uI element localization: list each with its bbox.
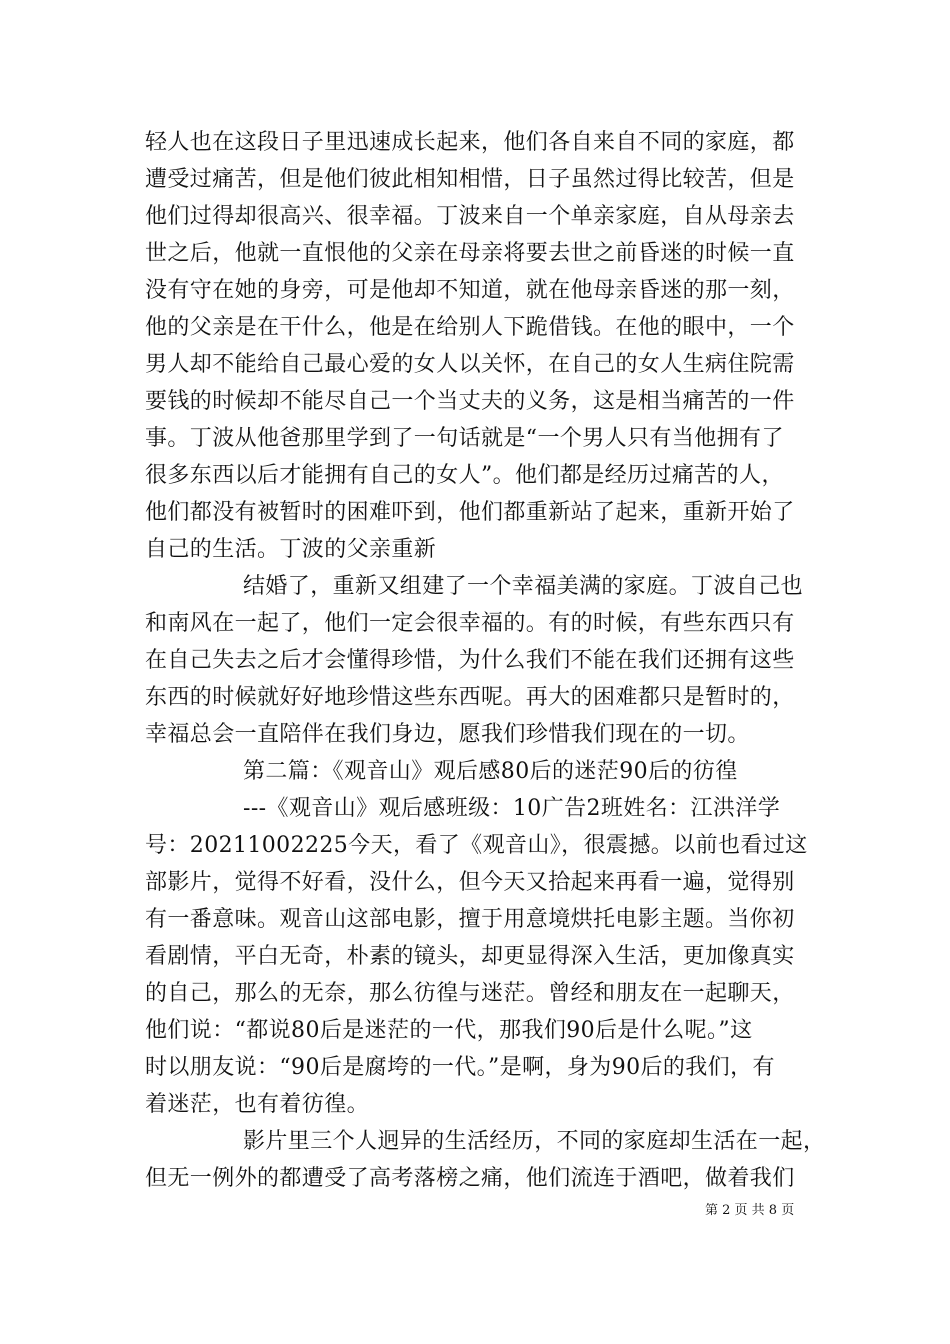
text-line: ---《观音山》观后感班级：10广告2班姓名：江洪洋学 — [243, 796, 781, 821]
text-line: 看剧情，平白无奇，朴素的镜头，却更显得深入生活，更加像真实 — [145, 944, 795, 969]
text-line: 的自己，那么的无奈，那么彷徨与迷茫。曾经和朋友在一起聊天， — [145, 981, 795, 1006]
text-line: 他的父亲是在干什么，他是在给别人下跪借钱。在他的眼中，一个 — [145, 315, 795, 340]
text-line: 要钱的时候却不能尽自己一个当丈夫的义务，这是相当痛苦的一件 — [145, 389, 795, 414]
text-line: 世之后，他就一直恨他的父亲在母亲将要去世之前昏迷的时候一直 — [145, 241, 795, 266]
text-line: 影片里三个人迥异的生活经历，不同的家庭却生活在一起， — [243, 1129, 826, 1154]
text-line: 着迷茫，也有着彷徨。 — [145, 1092, 370, 1117]
text-line: 自己的生活。丁波的父亲重新 — [145, 537, 437, 562]
text-line: 遭受过痛苦，但是他们彼此相知相惜，日子虽然过得比较苦，但是 — [145, 167, 795, 192]
text-line: 东西的时候就好好地珍惜这些东西呢。再大的困难都只是暂时的， — [145, 685, 795, 710]
text-line: 在自己失去之后才会懂得珍惜，为什么我们不能在我们还拥有这些 — [145, 648, 795, 673]
text-line: 但无一例外的都遭受了高考落榜之痛，他们流连于酒吧，做着我们 — [145, 1166, 795, 1191]
text-line: 没有守在她的身旁，可是他却不知道，就在他母亲昏迷的那一刻， — [145, 278, 795, 303]
text-line: 幸福总会一直陪伴在我们身边，愿我们珍惜我们现在的一切。 — [145, 722, 750, 747]
section-heading: 第二篇：《观音山》观后感80后的迷茫90后的彷徨 — [243, 759, 738, 784]
text-line: 和南风在一起了，他们一定会很幸福的。有的时候，有些东西只有 — [145, 611, 795, 636]
text-line: 号：20211002225今天，看了《观音山》，很震撼。以前也看过这 — [145, 833, 808, 858]
text-line: 有一番意味。观音山这部电影，擅于用意境烘托电影主题。当你初 — [145, 907, 795, 932]
text-line: 很多东西以后才能拥有自己的女人”。他们都是经历过痛苦的人， — [145, 463, 784, 488]
page-number-footer: 第 2 页 共 8 页 — [705, 1203, 795, 1218]
text-line: 他们说：“都说80后是迷茫的一代，那我们90后是什么呢。”这 — [145, 1018, 753, 1043]
text-line: 时以朋友说：“90后是腐垮的一代。”是啊，身为90后的我们，有 — [145, 1055, 775, 1080]
text-line: 部影片，觉得不好看，没什么，但今天又拾起来再看一遍，觉得别 — [145, 870, 795, 895]
text-line: 男人却不能给自己最心爱的女人以关怀，在自己的女人生病住院需 — [145, 352, 795, 377]
text-line: 他们都没有被暂时的困难吓到，他们都重新站了起来，重新开始了 — [145, 500, 795, 525]
text-line: 轻人也在这段日子里迅速成长起来，他们各自来自不同的家庭，都 — [145, 130, 795, 155]
text-line: 他们过得却很高兴、很幸福。丁波来自一个单亲家庭，自从母亲去 — [145, 204, 795, 229]
text-line: 事。丁波从他爸那里学到了一句话就是“一个男人只有当他拥有了 — [145, 426, 784, 451]
text-line: 结婚了，重新又组建了一个幸福美满的家庭。丁波自己也 — [243, 574, 804, 599]
